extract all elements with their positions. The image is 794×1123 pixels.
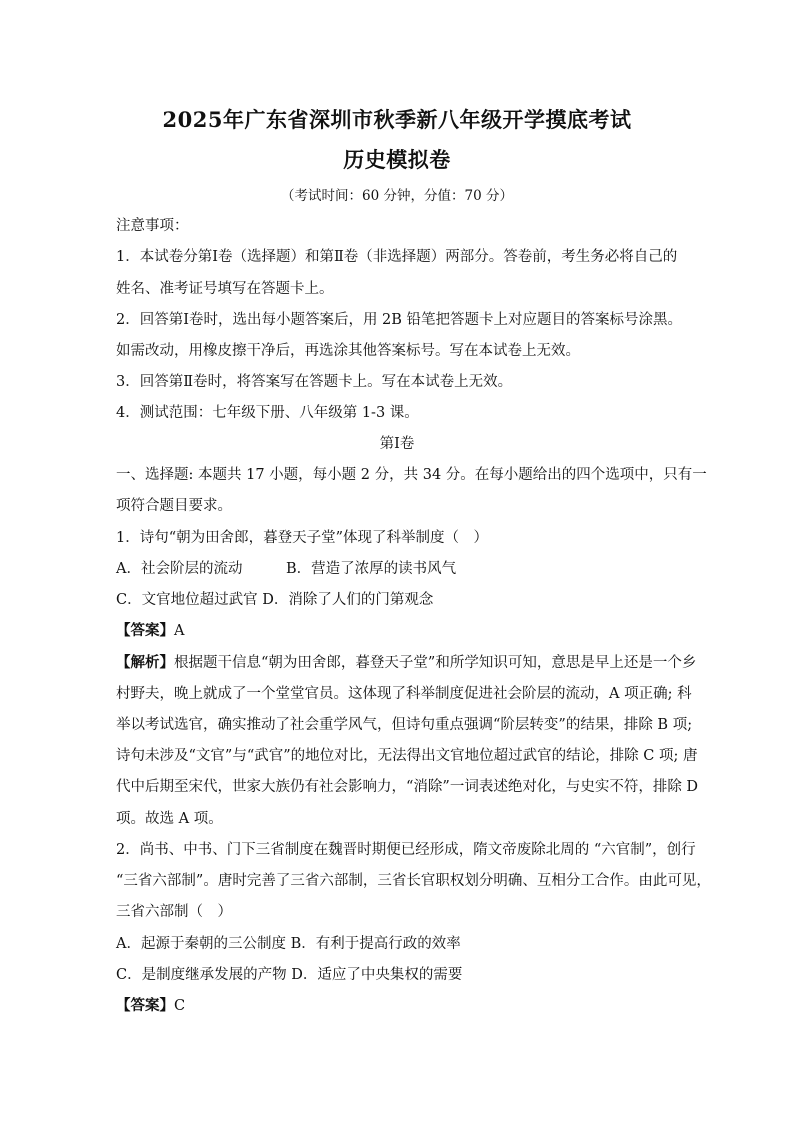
question-1-analysis-line [116, 653, 697, 673]
question-1-options-ab: A．社会阶层的流动 B．营造了浓厚的读书风气 [116, 561, 457, 577]
answer-value: A [174, 623, 185, 639]
analysis-label: 【解析】 [116, 654, 174, 671]
note-line: 姓名、准考证号填写在答题卡上。 [116, 281, 334, 297]
note-line: 3．回答第Ⅱ卷时，将答案写在答题卡上。写在本试卷上无效。 [116, 374, 513, 390]
section-intro-line: 项符合题目要求。 [116, 498, 232, 514]
question-1-analysis-line: 诗句未涉及“文官”与“武官”的地位对比，无法得出文官地位超过武官的结论，排除 C 项; 唐 [116, 748, 698, 764]
question-1-answer [116, 621, 686, 641]
section-label: 第Ⅰ卷 [379, 436, 415, 452]
note-line: 4．测试范围：七年级下册、八年级第 1-3 课。 [116, 405, 419, 421]
answer-label: 【答案】 [116, 622, 174, 639]
answer-label: 【答案】 [116, 997, 174, 1014]
question-2-stem-line: 三省六部制（ ） [116, 904, 232, 920]
exam-info: （考试时间：60 分钟，分值：70 分） [281, 188, 513, 204]
question-2-stem-line: “三省六部制”。唐时完善了三省六部制，三省长官职权划分明确、互相分工合作。由此可见， [116, 873, 711, 889]
question-2-stem-line: 2．尚书、中书、门下三省制度在魏晋时期便已经形成，隋文帝废除北周的 “六官制”，创行 [116, 842, 696, 858]
question-1-options-cd: C．文官地位超过武官 D．消除了人们的门第观念 [116, 592, 434, 608]
note-line: 如需改动，用橡皮擦干净后，再选涂其他答案标号。写在本试卷上无效。 [116, 343, 580, 359]
exam-title: 2025年广东省深圳市秋季新八年级开学摸底考试 [162, 107, 632, 132]
note-line: 1．本试卷分第Ⅰ卷（选择题）和第Ⅱ卷（非选择题）两部分。答卷前，考生务必将自己的 [116, 249, 678, 265]
question-2-options-ab: A．起源于秦朝的三公制度 B．有利于提高行政的效率 [116, 936, 461, 952]
notes-heading: 注意事项： [116, 218, 189, 234]
question-1-stem: 1．诗句“朝为田舍郎，暮登天子堂”体现了科举制度（ ） [116, 530, 489, 546]
question-1-analysis-line: 代中后期至宋代，世家大族仍有社会影响力，“消除”一词表述绝对化，与史实不符，排除 D [116, 779, 699, 795]
exam-subtitle: 历史模拟卷 [343, 147, 451, 172]
note-line: 2．回答第Ⅰ卷时，选出每小题答案后，用 2B 铅笔把答题卡上对应题目的答案标号涂黑。 [116, 312, 683, 328]
question-1-analysis-line: 村野夫，晚上就成了一个堂堂官员。这体现了科举制度促进社会阶层的流动，A 项正确; 科 [116, 686, 692, 702]
question-2-answer [116, 996, 686, 1016]
analysis-text: 根据题干信息“朝为田舍郎，暮登天子堂”和所学知识可知，意思是早上还是一个乡 [174, 655, 697, 671]
question-1-analysis-line: 项。故选 A 项。 [116, 811, 223, 827]
question-1-analysis-line: 举以考试选官，确实推动了社会重学风气，但诗句重点强调“阶层转变”的结果，排除 B 项; [116, 717, 693, 733]
section-intro-line: 一、选择题: 本题共 17 小题，每小题 2 分，共 34 分。在每小题给出的四个选项中，只有一 [116, 467, 707, 483]
answer-value: C [174, 998, 186, 1014]
question-2-options-cd: C．是制度继承发展的产物 D．适应了中央集权的需要 [116, 967, 463, 983]
